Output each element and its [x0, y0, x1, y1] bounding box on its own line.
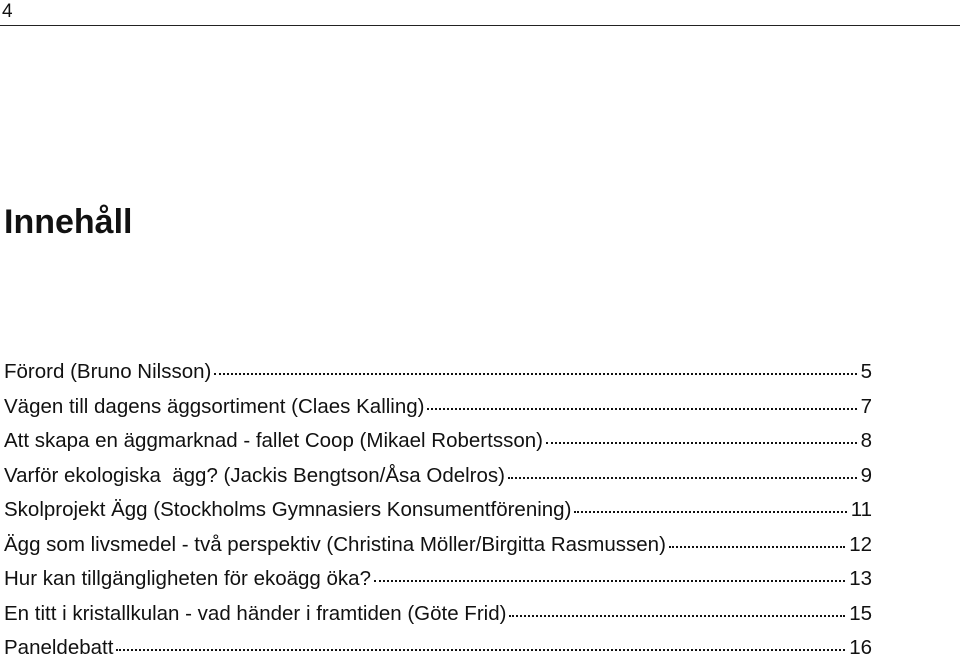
toc-entry	[4, 597, 872, 632]
toc-entry-page: 13	[849, 567, 872, 590]
toc-entry-label: Skolprojekt Ägg (Stockholms Gymnasiers Konsumentförening)	[4, 498, 572, 521]
toc-entry-label: Varför ekologiska ägg? (Jackis Bengtson/Åsa Odelros)	[4, 463, 505, 487]
toc-entry-label: Förord (Bruno Nilsson)	[4, 360, 212, 383]
toc-dot-leader	[374, 580, 845, 582]
toc-dot-leader	[574, 511, 846, 513]
toc-entry-page: 15	[849, 601, 872, 625]
toc-entry	[4, 562, 872, 597]
toc-entry	[4, 631, 872, 666]
toc-dot-leader	[508, 477, 857, 479]
toc-entry-page: 8	[860, 429, 872, 452]
toc-entry-page: 12	[849, 532, 872, 556]
toc-entry-page: 11	[850, 498, 872, 521]
toc-dot-leader	[546, 442, 857, 444]
toc-entry-label: Vägen till dagens äggsortiment (Claes Kalling)	[4, 394, 425, 418]
header-rule	[0, 25, 960, 26]
toc-entry	[4, 459, 872, 494]
toc-dot-leader	[214, 373, 856, 375]
toc-entry-label: En titt i kristallkulan - vad händer i framtiden (Göte Frid)	[4, 601, 507, 625]
toc-dot-leader	[116, 649, 845, 651]
toc-dot-leader	[427, 408, 856, 410]
toc-entry	[4, 528, 872, 563]
toc-dot-leader	[669, 546, 845, 548]
toc-entry-label: Att skapa en äggmarknad - fallet Coop (Mikael Robertsson)	[4, 429, 543, 452]
toc-entry	[4, 390, 872, 425]
toc-entry	[4, 355, 872, 390]
page-title: Innehåll	[4, 203, 133, 241]
toc-entry-page: 9	[860, 463, 872, 487]
toc-entry	[4, 493, 872, 528]
toc-entry-label: Hur kan tillgängligheten för ekoägg öka?	[4, 567, 371, 590]
toc-dot-leader	[509, 615, 845, 617]
toc-entry-label: Paneldebatt	[4, 636, 114, 659]
page-number: 4	[2, 1, 13, 22]
toc-entry	[4, 424, 872, 459]
toc-entry-page: 7	[860, 394, 872, 418]
table-of-contents	[4, 355, 872, 666]
toc-entry-page: 5	[860, 360, 872, 383]
toc-entry-page: 16	[849, 636, 872, 659]
toc-entry-label: Ägg som livsmedel - två perspektiv (Christina Möller/Birgitta Rasmussen)	[4, 532, 666, 556]
